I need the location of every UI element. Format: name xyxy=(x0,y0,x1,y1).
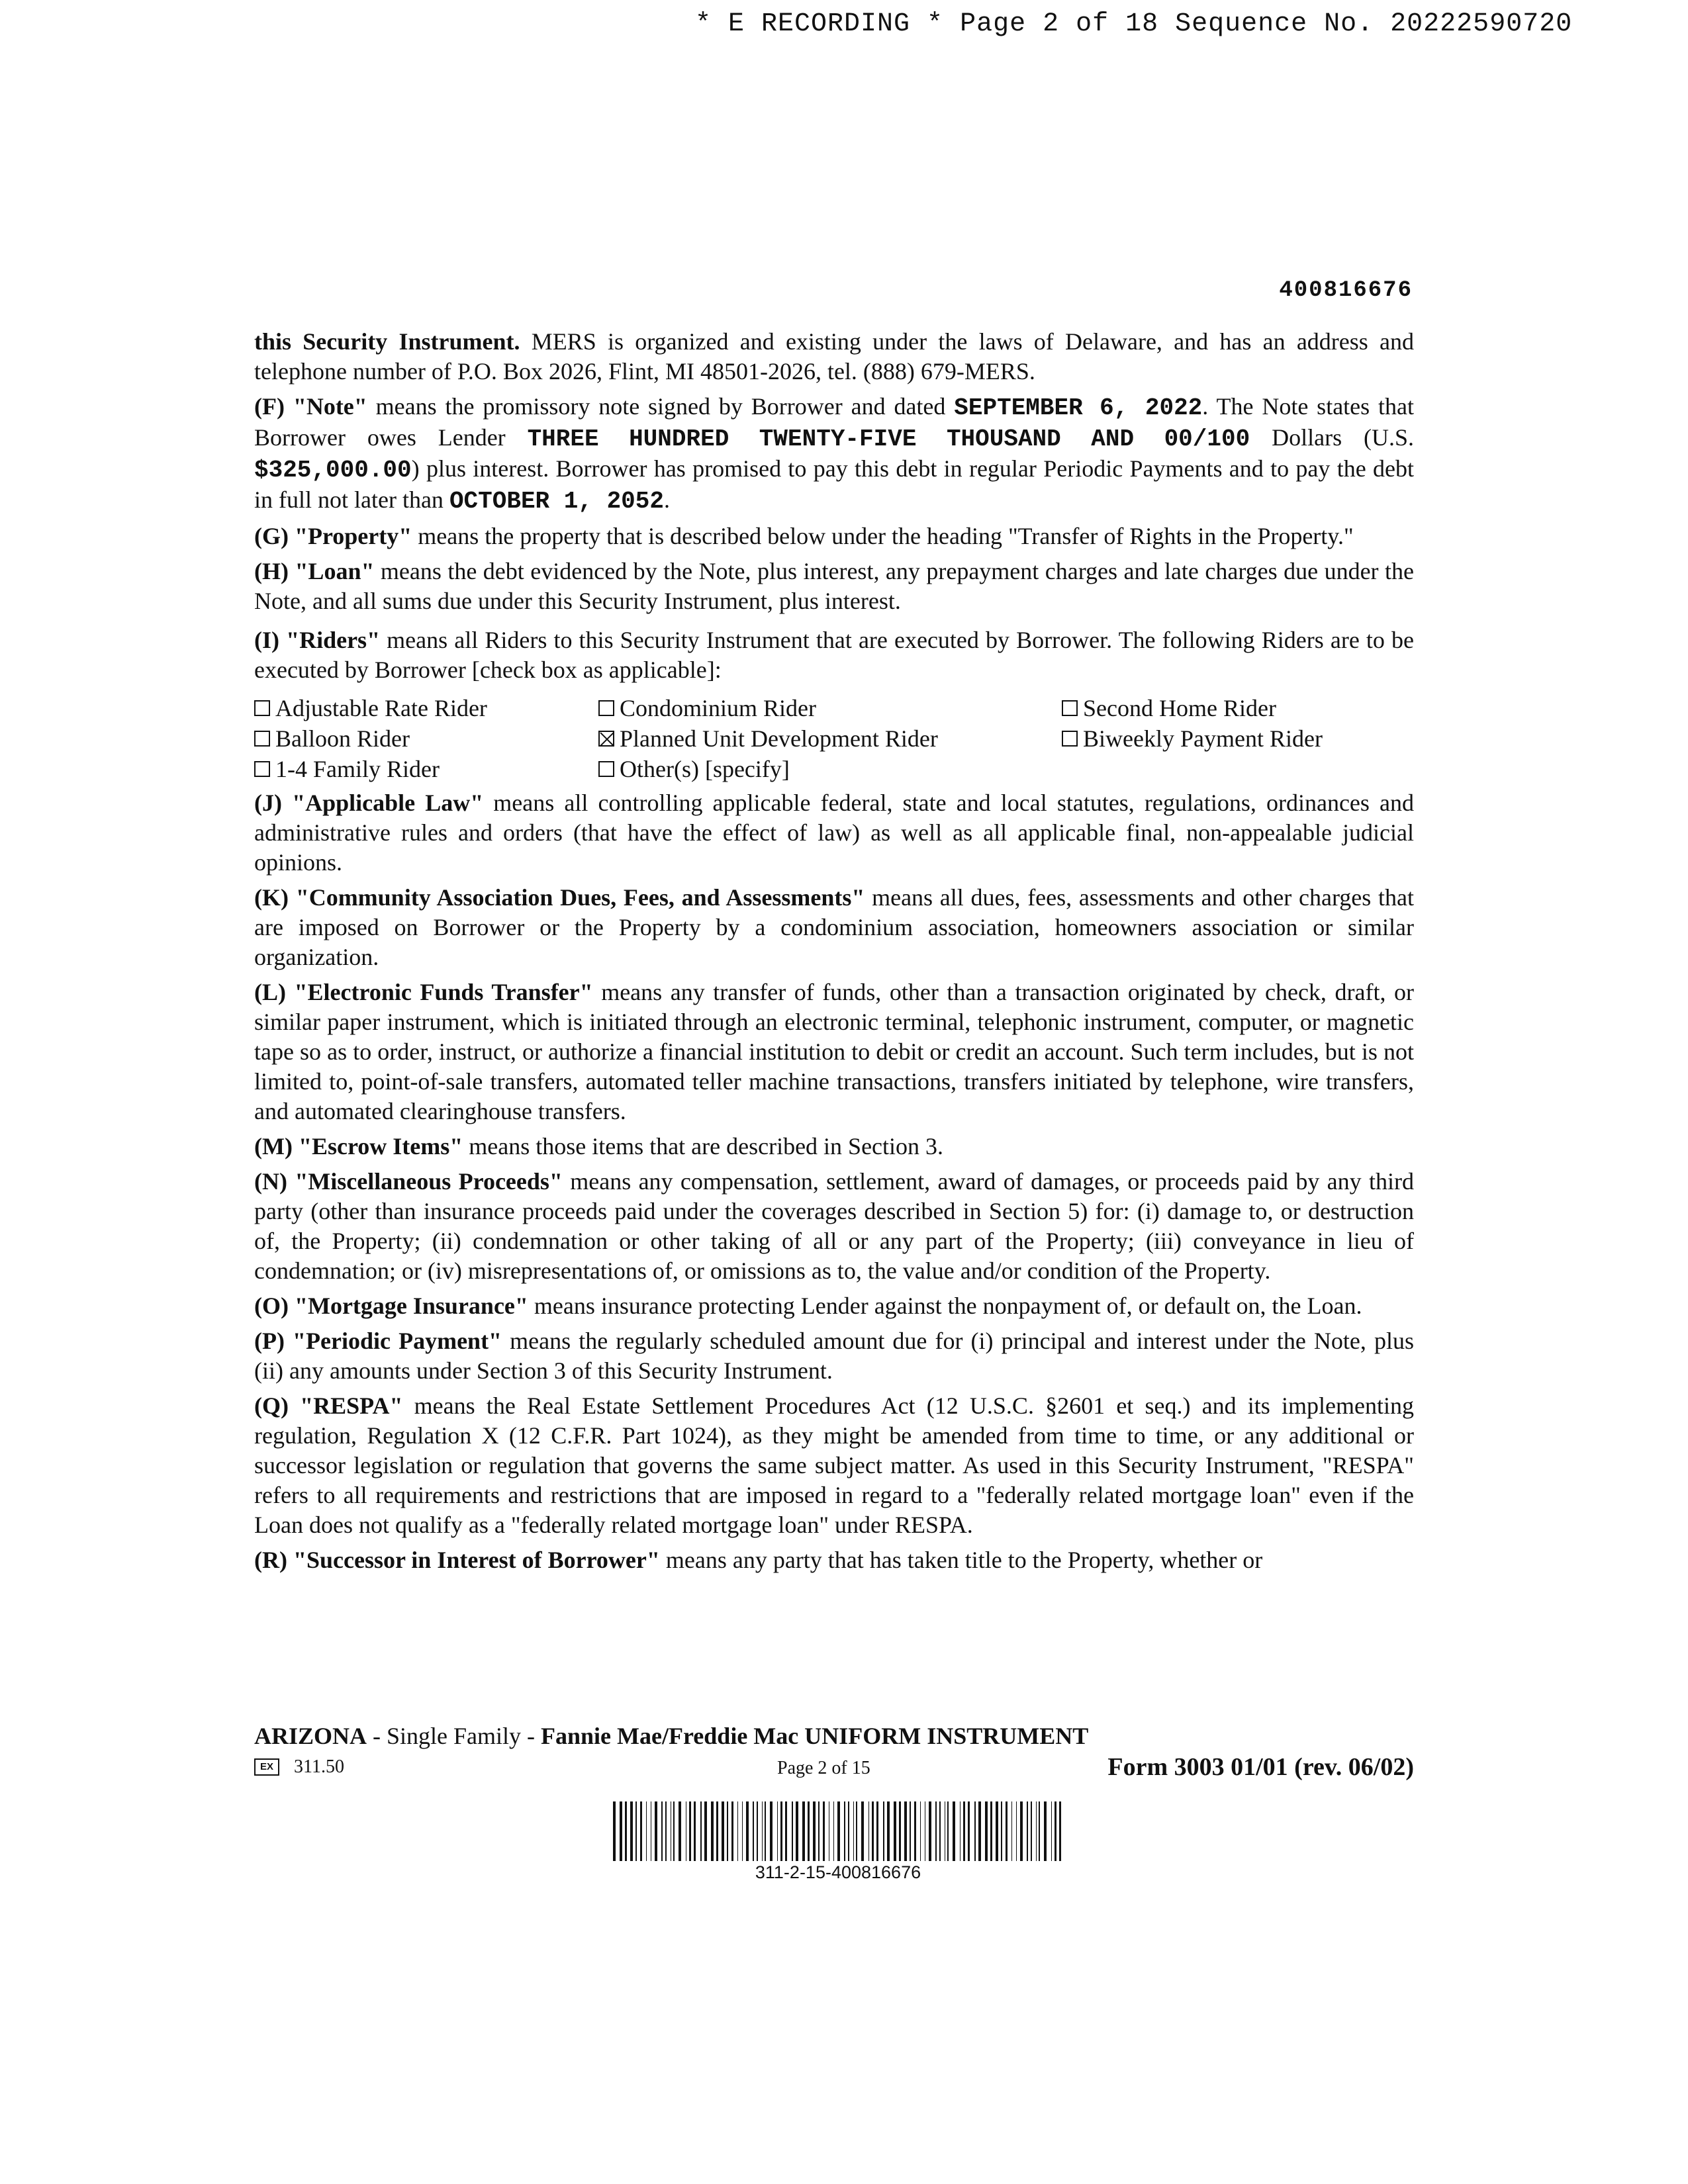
barcode-bar xyxy=(777,1801,778,1861)
barcode-bar xyxy=(996,1801,998,1861)
barcode-bar xyxy=(1039,1801,1040,1861)
barcode-bar xyxy=(887,1801,890,1861)
successor-label: (R) "Successor in Interest of Borrower" xyxy=(254,1547,660,1573)
barcode-bar xyxy=(679,1801,681,1861)
document-body xyxy=(254,327,1414,1580)
property-definition xyxy=(254,522,1414,551)
barcode-bar xyxy=(1001,1801,1002,1861)
note-label: (F) "Note" xyxy=(254,393,367,420)
loan-number: 400816676 xyxy=(1279,278,1413,303)
barcode-bar xyxy=(1016,1801,1017,1861)
barcode-bar xyxy=(1020,1801,1023,1861)
applicable-law-label: (J) "Applicable Law" xyxy=(254,790,484,816)
mortgage-insurance-label: (O) "Mortgage Insurance" xyxy=(254,1293,528,1319)
barcode-bar xyxy=(762,1801,763,1861)
barcode-bar xyxy=(929,1801,931,1861)
footer-line-2 xyxy=(254,1752,1414,1786)
note-amount: $325,000.00 xyxy=(254,457,412,484)
note-date: SEPTEMBER 6, 2022 xyxy=(954,394,1203,422)
barcode-bar xyxy=(753,1801,754,1861)
riders-text: means all Riders to this Security Instrument that are executed by Borrower. The following Riders are to be executed by Borrower [check box as applicable]: xyxy=(254,627,1414,683)
escrow-items-definition xyxy=(254,1132,1414,1161)
barcode-bar xyxy=(1059,1801,1061,1861)
periodic-payment-definition xyxy=(254,1326,1414,1386)
barcode-bar xyxy=(673,1801,675,1861)
rider-planned-unit-development[interactable] xyxy=(598,723,1062,754)
riders-label: (I) "Riders" xyxy=(254,627,381,653)
barcode-bar xyxy=(737,1801,738,1861)
barcode-bar xyxy=(856,1801,857,1861)
rider-label: Second Home Rider xyxy=(1083,695,1276,721)
barcode-bar xyxy=(823,1801,825,1861)
successor-definition xyxy=(254,1545,1414,1575)
note-text-4: ) plus interest. Borrower has promised to pay this debt in regular Periodic Payments and to pay the debt in full not later than xyxy=(254,455,1414,513)
barcode-bar xyxy=(920,1801,921,1861)
loan-definition xyxy=(254,557,1414,616)
note-maturity: OCTOBER 1, 2052 xyxy=(449,488,664,515)
mortgage-insurance-text: means insurance protecting Lender against the nonpayment of, or default on, the Loan. xyxy=(528,1293,1362,1319)
barcode-bar xyxy=(727,1801,728,1861)
escrow-items-label: (M) "Escrow Items" xyxy=(254,1133,463,1160)
barcode-bar xyxy=(689,1801,691,1861)
footer-family: - Single Family - xyxy=(367,1723,541,1749)
community-dues-label: (K) "Community Association Dues, Fees, and Assessments" xyxy=(254,884,865,911)
barcode-bar xyxy=(625,1801,627,1861)
rider-1-4-family[interactable] xyxy=(254,754,598,784)
barcode-bar xyxy=(833,1801,834,1861)
barcode-bar xyxy=(1027,1801,1028,1861)
barcode-bar xyxy=(910,1801,911,1861)
barcode-bar xyxy=(939,1801,941,1861)
barcode-number: 311-2-15-400816676 xyxy=(755,1862,921,1882)
mers-lead: this Security Instrument. xyxy=(254,328,520,355)
barcode-bar xyxy=(894,1801,896,1861)
footer-instrument-title xyxy=(254,1722,1414,1750)
misc-proceeds-label: (N) "Miscellaneous Proceeds" xyxy=(254,1168,563,1195)
barcode-bar xyxy=(953,1801,955,1861)
eft-label: (L) "Electronic Funds Transfer" xyxy=(254,979,593,1005)
note-amount-words: THREE HUNDRED TWENTY-FIVE THOUSAND AND 00/100 xyxy=(527,426,1250,453)
barcode-bar xyxy=(872,1801,874,1861)
barcode-bar xyxy=(853,1801,854,1861)
riders-checkbox-grid xyxy=(254,693,1414,784)
barcode-bar xyxy=(899,1801,901,1861)
barcode-bar xyxy=(630,1801,633,1861)
loan-label: (H) "Loan" xyxy=(254,558,375,584)
barcode-icon xyxy=(613,1801,1063,1861)
note-text-3: Dollars (U.S. xyxy=(1250,424,1414,451)
respa-definition xyxy=(254,1391,1414,1540)
barcode-bar xyxy=(665,1801,667,1861)
barcode-bar xyxy=(1006,1801,1008,1861)
checkbox-icon xyxy=(254,731,270,747)
footer-uniform: Fannie Mae/Freddie Mac UNIFORM INSTRUMENT xyxy=(541,1723,1089,1749)
form-number: Form 3003 01/01 (rev. 06/02) xyxy=(1107,1753,1414,1781)
rider-label: 1-4 Family Rider xyxy=(275,756,440,782)
barcode-bar xyxy=(914,1801,916,1861)
barcode-bar xyxy=(963,1801,965,1861)
barcode-bar xyxy=(765,1801,766,1861)
barcode-bar xyxy=(1031,1801,1032,1861)
barcode-bar xyxy=(770,1801,773,1861)
rider-balloon[interactable] xyxy=(254,723,598,754)
barcode-bar xyxy=(968,1801,970,1861)
barcode-bar xyxy=(620,1801,622,1861)
barcode-bar xyxy=(974,1801,976,1861)
mers-paragraph xyxy=(254,327,1414,387)
checkbox-icon xyxy=(598,700,614,716)
barcode-bar xyxy=(808,1801,810,1861)
barcode-bar xyxy=(978,1801,981,1861)
note-definition xyxy=(254,392,1414,516)
community-dues-text: means all dues, fees, assessments and other charges that are imposed on Borrower or the Property by a condominium association, homeowners association or similar organization. xyxy=(254,884,1414,970)
barcode-bar xyxy=(1036,1801,1037,1861)
applicable-law-definition xyxy=(254,788,1414,878)
successor-text: means any party that has taken title to the Property, whether or xyxy=(659,1547,1263,1573)
checkbox-icon xyxy=(254,700,270,716)
barcode-bar xyxy=(844,1801,845,1861)
barcode-bar xyxy=(1011,1801,1012,1861)
eft-text: means any transfer of funds, other than a transaction originated by check, draft, or similar paper instrument, which is initiated through an electronic terminal, telephonic instrument, computer, or magnetic tape so as to order, instruct, or authorize a financial institution to debit or credit an account. Such term includes, but is not limited to, point-of-sale transfers, automated teller machine transactions, transfers initiated by telephone, wire transfers, and automated clearinghouse transfers. xyxy=(254,979,1414,1124)
barcode-bar xyxy=(655,1801,657,1861)
rider-label: Adjustable Rate Rider xyxy=(275,695,487,721)
footer-state: ARIZONA xyxy=(254,1723,367,1749)
barcode-bar xyxy=(1051,1801,1052,1861)
checkbox-icon xyxy=(598,761,614,777)
barcode-bar xyxy=(704,1801,707,1861)
rider-second-home[interactable] xyxy=(1062,693,1414,723)
barcode-bar xyxy=(785,1801,787,1861)
form-code-number: 311.50 xyxy=(294,1756,344,1777)
ex-logo-icon: EX xyxy=(254,1758,279,1776)
barcode-bar xyxy=(802,1801,805,1861)
barcode-bar xyxy=(646,1801,647,1861)
property-label: (G) "Property" xyxy=(254,523,412,549)
barcode-bar xyxy=(796,1801,798,1861)
barcode-bar xyxy=(722,1801,724,1861)
checkbox-icon xyxy=(1062,700,1078,716)
barcode-bar xyxy=(731,1801,733,1861)
rider-label: Planned Unit Development Rider xyxy=(620,725,938,752)
barcode-bar xyxy=(780,1801,782,1861)
barcode-bar xyxy=(848,1801,849,1861)
eft-definition xyxy=(254,978,1414,1126)
barcode-bar xyxy=(613,1801,616,1861)
rider-biweekly-payment[interactable] xyxy=(1062,723,1414,754)
barcode-bar xyxy=(876,1801,878,1861)
barcode-bar xyxy=(792,1801,793,1861)
recording-header: * E RECORDING * Page 2 of 18 Sequence No. 20222590720 xyxy=(695,9,1573,39)
riders-definition xyxy=(254,625,1414,685)
barcode-bar xyxy=(711,1801,714,1861)
note-text-1: means the promissory note signed by Borrower and dated xyxy=(367,393,955,420)
respa-text: means the Real Estate Settlement Procedures Act (12 U.S.C. §2601 et seq.) and its implementing regulation, Regulation X (12 C.F.R. Part 1024), as they might be amended from time to time, or any additional or successor legislation or regulation that governs the same subject matter. As used in this Security Instrument, "RESPA" refers to all requirements and restrictions that are imposed in regard to a "federally related mortgage loan" even if the Loan does not qualify as a "federally related mortgage loan" under RESPA. xyxy=(254,1392,1414,1538)
barcode-bar xyxy=(1044,1801,1047,1861)
rider-label: Other(s) [specify] xyxy=(620,756,790,782)
respa-label: (Q) "RESPA" xyxy=(254,1392,403,1419)
barcode-bar xyxy=(960,1801,961,1861)
barcode-bar xyxy=(883,1801,884,1861)
barcode-bar xyxy=(640,1801,642,1861)
barcode-bar xyxy=(818,1801,820,1861)
barcode-bar xyxy=(661,1801,663,1861)
note-text-2: . The Note states that Borrower owes Lender xyxy=(254,393,1415,451)
barcode-bar xyxy=(985,1801,988,1861)
barcode-bar xyxy=(813,1801,816,1861)
rider-adjustable-rate[interactable] xyxy=(254,693,598,723)
barcode-bar xyxy=(990,1801,992,1861)
barcode-bar xyxy=(635,1801,637,1861)
rider-label: Condominium Rider xyxy=(620,695,816,721)
rider-label: Biweekly Payment Rider xyxy=(1083,725,1323,752)
barcode-bar xyxy=(742,1801,743,1861)
periodic-payment-label: (P) "Periodic Payment" xyxy=(254,1328,502,1354)
barcode-bar xyxy=(746,1801,749,1861)
form-code xyxy=(254,1756,344,1778)
note-text-5: . xyxy=(664,486,670,513)
barcode-bar xyxy=(1055,1801,1056,1861)
rider-others[interactable] xyxy=(598,754,1062,784)
barcode-bar xyxy=(694,1801,696,1861)
page-number: Page 2 of 15 xyxy=(777,1758,870,1778)
property-text: means the property that is described below under the heading "Transfer of Rights in the Property." xyxy=(412,523,1354,549)
checkbox-icon xyxy=(254,761,270,777)
mortgage-insurance-definition xyxy=(254,1291,1414,1321)
periodic-payment-text: means the regularly scheduled amount due for (i) principal and interest under the Note, plus (ii) any amounts under Section 3 of this Security Instrument. xyxy=(254,1328,1415,1384)
mers-text: MERS is organized and existing under the laws of Delaware, and has an address and telephone number of P.O. Box 2026, Flint, MI 48501-2026, tel. (888) 679-MERS. xyxy=(254,328,1414,385)
barcode-bar xyxy=(947,1801,949,1861)
loan-text: means the debt evidenced by the Note, plus interest, any prepayment charges and late charges due under the Note, and all sums due under this Security Instrument, plus interest. xyxy=(254,558,1414,614)
checkbox-icon xyxy=(1062,731,1078,747)
barcode-bar xyxy=(868,1801,869,1861)
community-dues-definition xyxy=(254,883,1414,972)
escrow-items-text: means those items that are described in Section 3. xyxy=(463,1133,944,1160)
applicable-law-text: means all controlling applicable federal, state and local statutes, regulations, ordinances and administrative rules and orders (that have the effect of law) as well as all applicable final, non-appealable judicial opinions. xyxy=(254,790,1415,876)
checked-checkbox-icon xyxy=(598,731,614,747)
barcode-bar xyxy=(700,1801,702,1861)
rider-condominium[interactable] xyxy=(598,693,1062,723)
misc-proceeds-text: means any compensation, settlement, award of damages, or proceeds paid by any third party (other than insurance proceeds paid under the coverages described in Section 5) for: (i) damage to, or destruction of, the Property; (ii) condemnation or other taking of all or any part of the Property; (iii) conveyance in lieu of condemnation; or (iv) misrepresentations of, or omissions as to, the value and/or condition of the Property. xyxy=(254,1168,1414,1284)
barcode-bar xyxy=(716,1801,718,1861)
barcode-bar xyxy=(861,1801,864,1861)
barcode-bar xyxy=(837,1801,840,1861)
page-footer xyxy=(254,1722,1414,1786)
barcode-bar xyxy=(935,1801,937,1861)
misc-proceeds-definition xyxy=(254,1167,1414,1286)
barcode-bar xyxy=(904,1801,907,1861)
rider-label: Balloon Rider xyxy=(275,725,410,752)
barcode-bar xyxy=(757,1801,758,1861)
